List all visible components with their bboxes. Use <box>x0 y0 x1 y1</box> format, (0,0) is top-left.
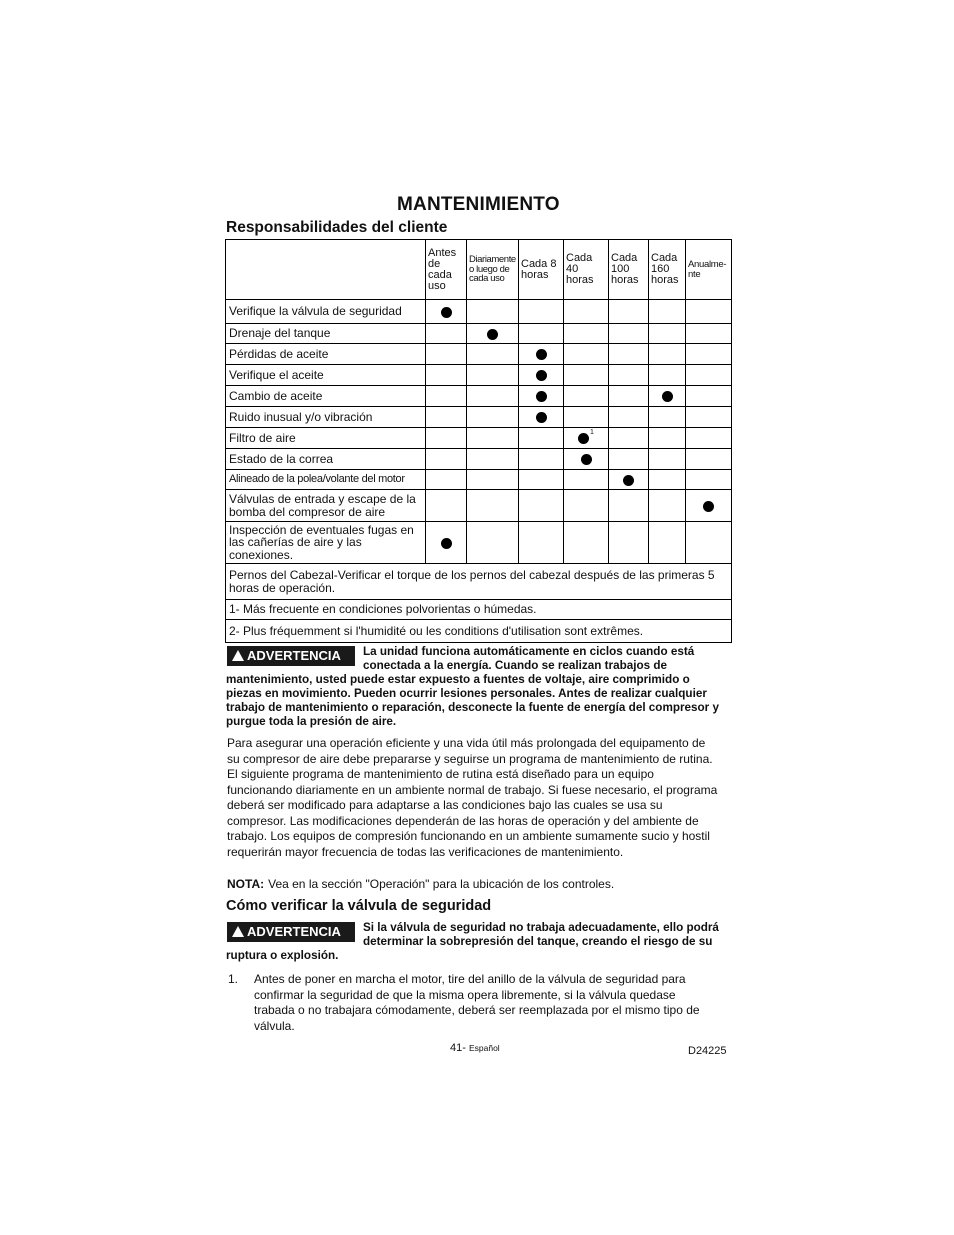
schedule-cell <box>519 449 564 470</box>
check-dot-icon <box>441 307 452 318</box>
schedule-cell <box>609 428 649 449</box>
step-text: Antes de poner en marcha el motor, tire del anillo de la válvula de seguridad para confirmar la seguridad de que la misma opera libremente, si la válvula quedase trabada o no trabajara cómodamente, deberá ser reemplazada por el mismo tipo de válvula. <box>254 972 700 1033</box>
table-row <box>226 470 732 490</box>
schedule-cell <box>467 324 519 344</box>
schedule-cell <box>686 365 732 386</box>
schedule-cell <box>519 470 564 490</box>
schedule-cell <box>467 449 519 470</box>
nota-line <box>227 877 614 891</box>
schedule-cell <box>467 386 519 407</box>
schedule-cell <box>426 344 467 365</box>
schedule-cell <box>686 324 732 344</box>
task-cell: Inspección de eventuales fugas en las cañerías de aire y las conexiones. <box>226 522 426 564</box>
task-cell: Ruido inusual y/o vibración <box>226 407 426 428</box>
check-dot-icon <box>487 329 498 340</box>
schedule-cell <box>467 428 519 449</box>
schedule-cell <box>519 386 564 407</box>
warning-safety-maintenance <box>226 645 726 729</box>
column-header-line: Cada <box>651 252 678 264</box>
schedule-cell <box>519 522 564 564</box>
schedule-cell <box>564 344 609 365</box>
schedule-cell <box>649 449 686 470</box>
schedule-cell <box>426 490 467 522</box>
language-label: Español <box>468 1043 500 1053</box>
schedule-cell <box>426 365 467 386</box>
schedule-cell <box>564 522 609 564</box>
check-dot-icon <box>441 538 452 549</box>
schedule-cell <box>649 470 686 490</box>
table-row <box>226 386 732 407</box>
schedule-cell <box>564 365 609 386</box>
schedule-cell <box>686 300 732 324</box>
schedule-cell <box>686 344 732 365</box>
schedule-cell <box>467 365 519 386</box>
check-dot-icon <box>703 501 714 512</box>
schedule-cell <box>609 449 649 470</box>
column-header-line: cada uso <box>469 273 505 285</box>
schedule-cell <box>609 470 649 490</box>
table-header-row <box>226 240 732 300</box>
column-header-line: Cada <box>566 252 593 264</box>
schedule-cell <box>519 344 564 365</box>
schedule-cell <box>649 365 686 386</box>
schedule-cell <box>649 324 686 344</box>
schedule-cell <box>686 449 732 470</box>
schedule-cell <box>564 386 609 407</box>
column-header <box>686 240 732 300</box>
schedule-cell <box>564 300 609 324</box>
schedule-cell <box>467 344 519 365</box>
schedule-cell <box>686 428 732 449</box>
task-cell: Filtro de aire <box>226 428 426 449</box>
schedule-cell <box>467 407 519 428</box>
schedule-cell <box>609 365 649 386</box>
warning-text: La unidad funciona automáticamente en ciclos cuando está conectada a la energía. Cuando se realizan trabajos de mantenimiento, usted puede estar expuesto a fuentes de voltaje, aire comprimido o piezas en movimiento. Pueden ocurrir lesiones personales. Antes de realizar cualquier trabajo de mantenimiento o reparación, desconecte la fuente de energía del compresor y purgue toda la presión de aire. <box>226 645 719 728</box>
column-header-line: horas <box>521 268 549 281</box>
schedule-cell <box>564 449 609 470</box>
nota-label: NOTA: <box>227 877 265 891</box>
schedule-cell <box>609 300 649 324</box>
column-header <box>564 240 609 300</box>
schedule-cell <box>426 470 467 490</box>
column-header-line: Anualme- <box>688 259 727 270</box>
task-cell: Cambio de aceite <box>226 386 426 407</box>
subsection-title: Cómo verificar la válvula de seguridad <box>226 898 492 914</box>
column-header <box>467 240 519 300</box>
check-dot-icon <box>536 391 547 402</box>
step-number: 1. <box>228 972 239 986</box>
table-row <box>226 522 732 564</box>
table-row <box>226 300 732 324</box>
column-header-line: Cada <box>611 252 638 264</box>
schedule-cell <box>426 428 467 449</box>
column-header-line: cada <box>428 268 452 281</box>
task-cell: Estado de la correa <box>226 449 426 470</box>
table-note: 2- Plus fréquemment si l'humidité ou les conditions d'utilisation sont extrêmes. <box>226 620 732 643</box>
table-row <box>226 365 732 386</box>
column-header-line: horas <box>566 274 594 286</box>
schedule-cell <box>609 344 649 365</box>
schedule-cell <box>467 490 519 522</box>
column-header <box>519 240 564 300</box>
schedule-cell <box>649 490 686 522</box>
column-header-line: 100 <box>611 263 630 275</box>
warning-text: Si la válvula de seguridad no trabaja adecuadamente, ello podrá determinar la sobrepresión del tanque, creando el riesgo de su ruptura o explosión. <box>226 921 719 962</box>
warning-safety-valve <box>226 921 726 963</box>
column-header <box>426 240 467 300</box>
schedule-cell <box>467 522 519 564</box>
table-row <box>226 428 732 449</box>
schedule-cell <box>564 470 609 490</box>
maintenance-schedule-table <box>225 239 732 643</box>
schedule-cell <box>519 300 564 324</box>
warning-badge: ADVERTENCIA <box>227 922 355 942</box>
check-dot-icon <box>578 433 589 444</box>
column-header-line: Cada 8 <box>521 257 557 270</box>
schedule-cell <box>649 407 686 428</box>
warning-triangle-icon <box>232 926 244 937</box>
check-dot-icon <box>536 370 547 381</box>
schedule-cell <box>564 407 609 428</box>
table-body <box>226 300 732 643</box>
check-dot-icon <box>536 412 547 423</box>
column-header-line: horas <box>651 274 679 286</box>
schedule-cell <box>686 470 732 490</box>
schedule-cell <box>686 386 732 407</box>
task-cell: Pérdidas de aceite <box>226 344 426 365</box>
warning-triangle-icon <box>232 650 244 661</box>
task-cell: Drenaje del tanque <box>226 324 426 344</box>
column-header <box>649 240 686 300</box>
column-header-line: horas <box>611 274 639 286</box>
schedule-cell <box>519 407 564 428</box>
task-cell: Válvulas de entrada y escape de la bomba del compresor de aire <box>226 490 426 522</box>
schedule-cell <box>609 522 649 564</box>
maintenance-paragraph: Para asegurar una operación eficiente y una vida útil más prolongada del equipamento de su compresor de aire debe prepararse y seguirse un programa de mantenimiento de rutina. El siguiente programa de mantenimiento de rutina está diseñado para un equipo funcionando diariamente en un ambiente normal de trabajo. Si fuese necesario, el programa deberá ser modificado para adaptarse a las condiciones bajo las cuales se usa su compresor. Las modificaciones dependerán de las horas de operación y del ambiente de trabajo. Los equipos de compresión funcionando en un ambiente sumamente sucio y hostil requerirán mayor frecuencia de todas las verificaciones de mantenimiento. <box>227 736 718 859</box>
table-row <box>226 490 732 522</box>
footnote-marker: 1 <box>590 428 594 436</box>
schedule-cell <box>649 386 686 407</box>
schedule-cell <box>609 407 649 428</box>
column-header-line: de <box>428 257 441 270</box>
schedule-cell <box>426 300 467 324</box>
schedule-cell <box>467 470 519 490</box>
schedule-cell <box>686 407 732 428</box>
table-note-row <box>226 564 732 600</box>
page-title: MANTENIMIENTO <box>397 194 560 215</box>
schedule-cell <box>564 490 609 522</box>
check-dot-icon <box>662 391 673 402</box>
task-cell: Verifique la válvula de seguridad <box>226 300 426 324</box>
task-cell: Alineado de la polea/volante del motor <box>226 470 426 490</box>
table-row <box>226 407 732 428</box>
nota-text: Vea en la sección "Operación" para la ubicación de los controles. <box>268 877 615 891</box>
table-note-row <box>226 600 732 620</box>
column-header-line: Antes <box>428 246 457 259</box>
table-note-row <box>226 620 732 643</box>
table-note: 1- Más frecuente en condiciones polvorientas o húmedas. <box>226 600 732 620</box>
check-dot-icon <box>536 349 547 360</box>
schedule-cell <box>519 490 564 522</box>
schedule-cell <box>564 324 609 344</box>
column-header-line: nte <box>688 268 701 280</box>
check-dot-icon <box>623 475 634 486</box>
schedule-cell <box>564 428 609 449</box>
column-header-line: o luego de <box>469 263 510 275</box>
table-note: Pernos del Cabezal-Verificar el torque de los pernos del cabezal después de las primeras 5 horas de operación. <box>226 564 732 600</box>
schedule-cell <box>649 522 686 564</box>
column-header-line: 160 <box>651 263 670 275</box>
warning-badge: ADVERTENCIA <box>227 646 355 666</box>
schedule-cell <box>426 449 467 470</box>
schedule-cell <box>426 522 467 564</box>
schedule-cell <box>426 324 467 344</box>
schedule-cell <box>426 386 467 407</box>
document-code: D24225 <box>688 1045 727 1057</box>
table-row <box>226 344 732 365</box>
column-header <box>609 240 649 300</box>
page-number: 41- Español <box>450 1042 500 1054</box>
column-header-line: Diariamente <box>469 254 516 266</box>
schedule-cell <box>467 300 519 324</box>
table-row <box>226 449 732 470</box>
check-dot-icon <box>581 454 592 465</box>
schedule-cell <box>649 428 686 449</box>
header-empty-cell <box>226 240 426 300</box>
column-header-line: uso <box>428 279 446 292</box>
schedule-cell <box>519 428 564 449</box>
schedule-cell <box>686 522 732 564</box>
column-header-line: 40 <box>566 263 579 275</box>
task-cell: Verifique el aceite <box>226 365 426 386</box>
schedule-cell <box>649 344 686 365</box>
schedule-cell <box>609 324 649 344</box>
section-title: Responsabilidades del cliente <box>226 219 448 236</box>
schedule-cell <box>609 490 649 522</box>
schedule-cell <box>609 386 649 407</box>
step-item <box>228 972 718 1034</box>
schedule-cell <box>426 407 467 428</box>
schedule-cell <box>649 300 686 324</box>
schedule-cell <box>519 324 564 344</box>
schedule-cell <box>519 365 564 386</box>
schedule-cell <box>686 490 732 522</box>
table-row <box>226 324 732 344</box>
